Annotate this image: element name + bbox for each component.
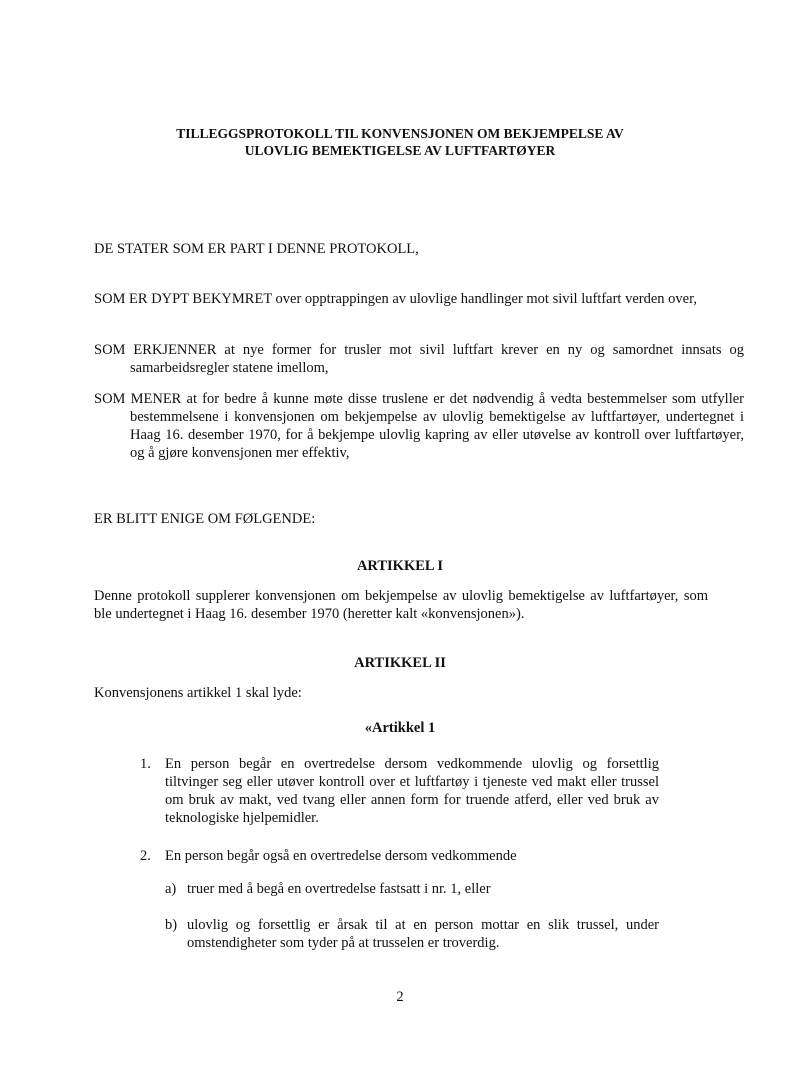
sub-item-text: truer med å begå en overtredelse fastsatt i nr. 1, eller <box>187 881 491 897</box>
page-number: 2 <box>396 989 404 1005</box>
article-1-heading: ARTIKKEL I <box>356 558 444 574</box>
agreement-statement: ER BLITT ENIGE OM FØLGENDE: <box>94 511 316 527</box>
article-1-text: Denne protokoll supplerer konvensjonen om bekjempelse av ulovlig bemektigelse av luftfartøyer, som ble undertegnet i Haag 16. desember 1970 (heretter kalt «konvensjonen»). <box>94 588 708 622</box>
sub-item-text: ulovlig og forsettlig er årsak til at en person mottar en slik trussel, under omstendigheter som tyder på at trusselen er troverdig. <box>187 917 659 951</box>
article-2-heading: ARTIKKEL II <box>354 655 446 671</box>
title-line-2: ULOVLIG BEMEKTIGELSE AV LUFTFARTØYER <box>244 143 556 158</box>
document-title <box>0 125 800 159</box>
preamble-paragraph-1: SOM ER DYPT BEKYMRET over opptrappingen av ulovlige handlinger mot sivil luftfart verden over, <box>94 291 697 307</box>
sub-item-label: a) <box>165 881 177 897</box>
list-item-text: En person begår også en overtredelse dersom vedkommende <box>165 848 517 864</box>
article-2-intro: Konvensjonens artikkel 1 skal lyde: <box>94 685 302 701</box>
preamble-paragraph-3: SOM MENER at for bedre å kunne møte disse truslene er det nødvendig å vedta bestemmelser som utfyller bestemmelsene i konvensjonen om bekjempelse av ulovlig bemektigelse av luftfartøyer, undertegnet i Haag 16. desember 1970, for å bekjempe ulovlig kapring av eller utøvelse av kontroll over luftfartøyer, og å gjøre konvensjonen mer effektiv, <box>94 391 744 461</box>
list-item-text: En person begår en overtredelse dersom vedkommende ulovlig og forsettlig tiltvinger seg eller utøver kontroll over et luftfartøy i tjeneste ved makt eller trussel om bruk av makt, ved tvang eller annen form for truende atferd, eller ved bruk av teknologiske hjelpemidler. <box>165 756 659 826</box>
sub-item-label: b) <box>165 917 178 933</box>
article-1-quoted-heading: «Artikkel 1 <box>364 720 436 736</box>
title-line-1: TILLEGGSPROTOKOLL TIL KONVENSJONEN OM BEKJEMPELSE AV <box>176 126 624 141</box>
preamble-paragraph-2: SOM ERKJENNER at nye former for trusler mot sivil luftfart krever en ny og samordnet innsats og samarbeidsregler statene imellom, <box>94 342 744 376</box>
list-item-number: 1. <box>140 756 151 772</box>
list-item-number: 2. <box>140 848 151 864</box>
preamble-intro: DE STATER SOM ER PART I DENNE PROTOKOLL, <box>94 241 419 257</box>
